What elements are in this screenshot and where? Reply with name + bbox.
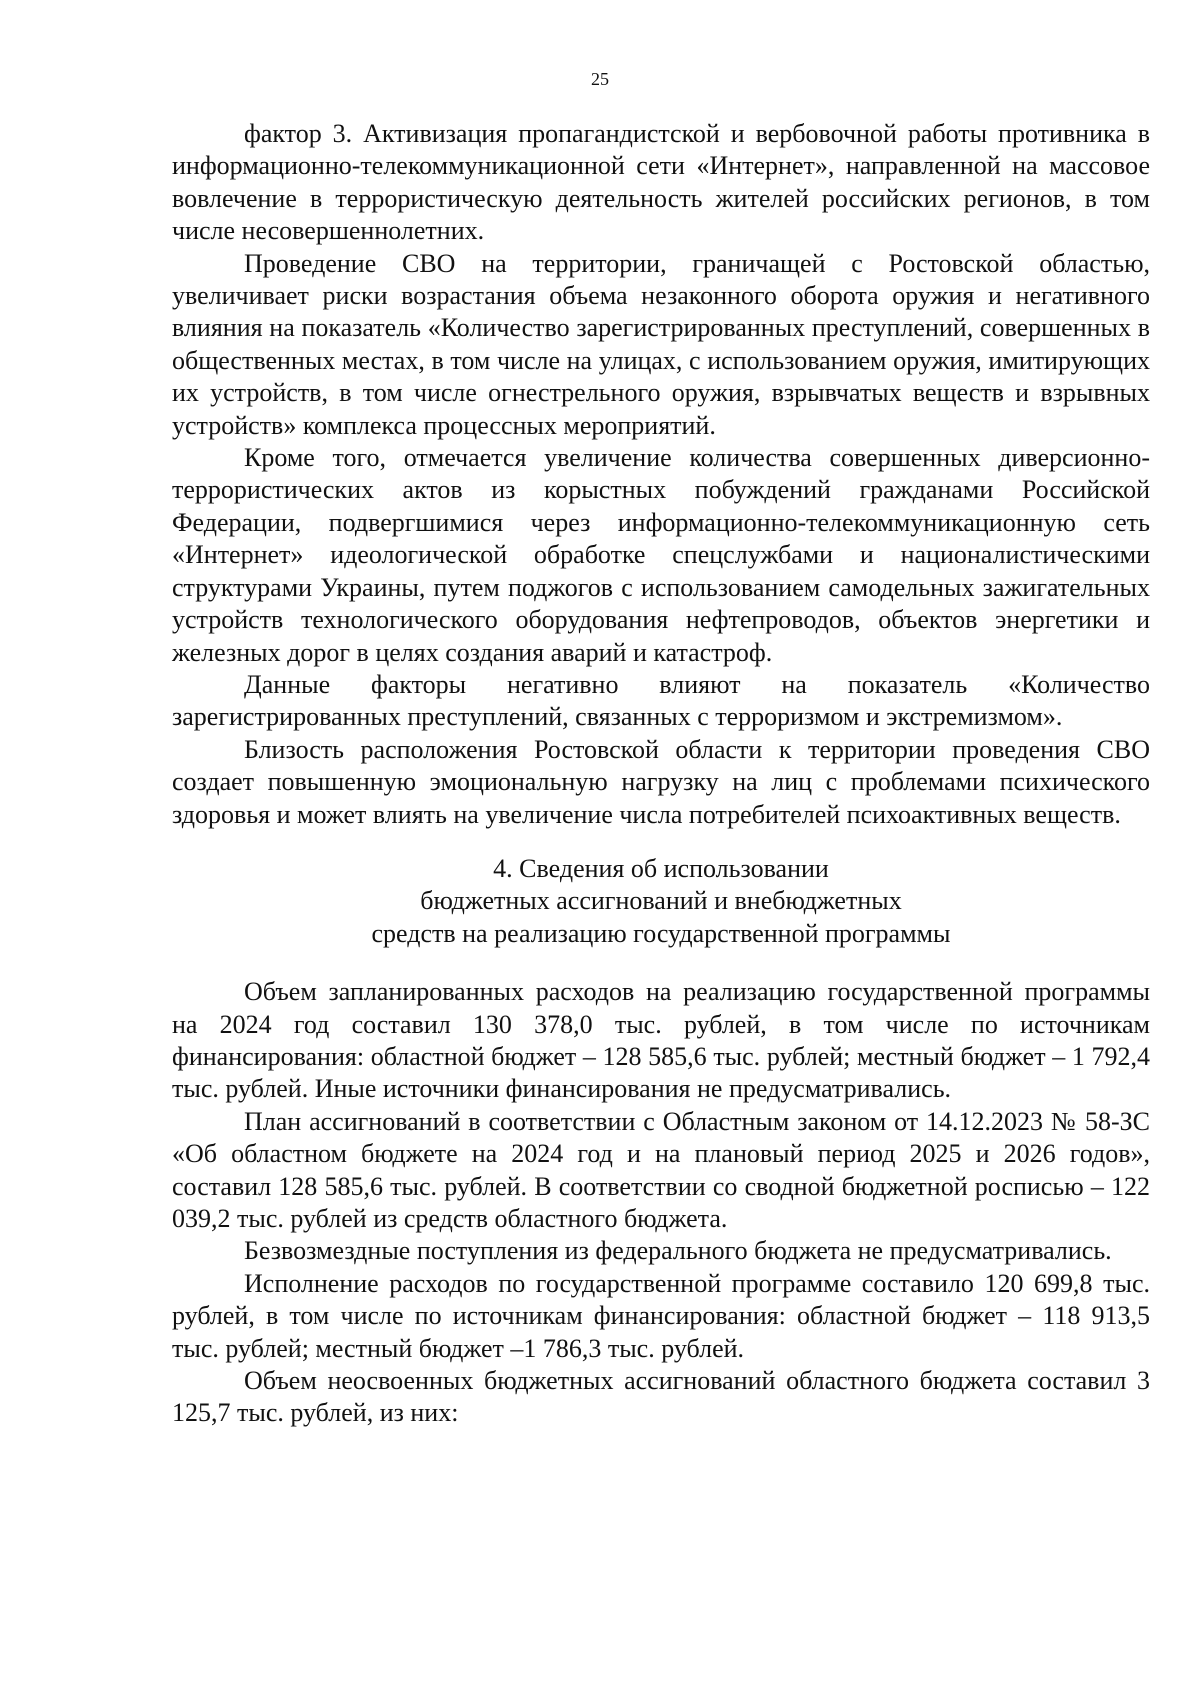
paragraph-allocation-plan: План ассигнований в соответствии с Областным законом от 14.12.2023 № 58-ЗС «Об областном бюджете на 2024 год и на плановый период 2025 и 2026 годов», составил 128 585,6 тыс. рублей. В соответствии со сводной бюджетной росписью – 122 039,2 тыс. рублей из средств областного бюджета. bbox=[172, 1106, 1150, 1233]
section-heading-line-1: 4. Сведения об использовании bbox=[493, 853, 829, 883]
paragraph-federal-transfers: Безвозмездные поступления из федерального бюджета не предусматривались. bbox=[244, 1236, 1112, 1266]
document-body bbox=[172, 118, 1150, 1430]
paragraph-execution: Исполнение расходов по государственной программе составило 120 699,8 тыс. рублей, в том числе по источникам финансирования: областной бюджет – 118 913,5 тыс. рублей; местный бюджет –1 786,3 тыс. рублей. bbox=[172, 1268, 1150, 1363]
paragraph-planned-expenses: Объем запланированных расходов на реализацию государственной программы на 2024 год составил 130 378,0 тыс. рублей, в том числе по источникам финансирования: областной бюджет – 128 585,6 тыс. рублей; местный бюджет – 1 792,4 тыс. рублей. Иные источники финансирования не предусматривались. bbox=[172, 977, 1150, 1104]
paragraph-factors-influence: Данные факторы негативно влияют на показатель «Количество зарегистрированных преступлений, связанных с терроризмом и экстремизмом». bbox=[172, 669, 1150, 732]
paragraph-sabotage-acts: Кроме того, отмечается увеличение количества совершенных диверсионно-террористических актов из корыстных побуждений гражданами Российской Федерации, подвергшимися через информационно-телекоммуникационную сеть «Интернет» идеологической обработке спецслужбами и националистическими структурами Украины, путем поджогов с использованием самодельных зажигательных устройств технологического оборудования нефтепроводов, объектов энергетики и железных дорог в целях создания аварий и катастроф. bbox=[172, 443, 1150, 667]
page-number: 25 bbox=[591, 69, 609, 89]
section-heading-line-2: бюджетных ассигнований и внебюджетных bbox=[420, 886, 902, 916]
paragraph-unspent: Объем неосвоенных бюджетных ассигнований областного бюджета составил 3 125,7 тыс. рублей, из них: bbox=[172, 1366, 1150, 1428]
paragraph-mental-health: Близость расположения Ростовской области к территории проведения СВО создает повышенную эмоциональную нагрузку на лиц с проблемами психического здоровья и может влиять на увеличение числа потребителей психоактивных веществ. bbox=[172, 734, 1150, 829]
section-heading-line-3: средств на реализацию государственной программы bbox=[371, 918, 951, 948]
section-heading bbox=[172, 853, 1150, 950]
paragraph-factor-3: фактор 3. Активизация пропагандистской и вербовочной работы противника в информационно-телекоммуникационной сети «Интернет», направленной на массовое вовлечение в террористическую деятельность жителей российских регионов, в том числе несовершеннолетних. bbox=[172, 119, 1150, 246]
paragraph-svo-risks: Проведение СВО на территории, граничащей с Ростовской областью, увеличивает риски возрастания объема незаконного оборота оружия и негативного влияния на показатель «Количество зарегистрированных преступлений, совершенных в общественных местах, в том числе на улицах, с использованием оружия, имитирующих их устройств, в том числе огнестрельного оружия, взрывчатых веществ и взрывных устройств» комплекса процессных мероприятий. bbox=[172, 248, 1150, 440]
